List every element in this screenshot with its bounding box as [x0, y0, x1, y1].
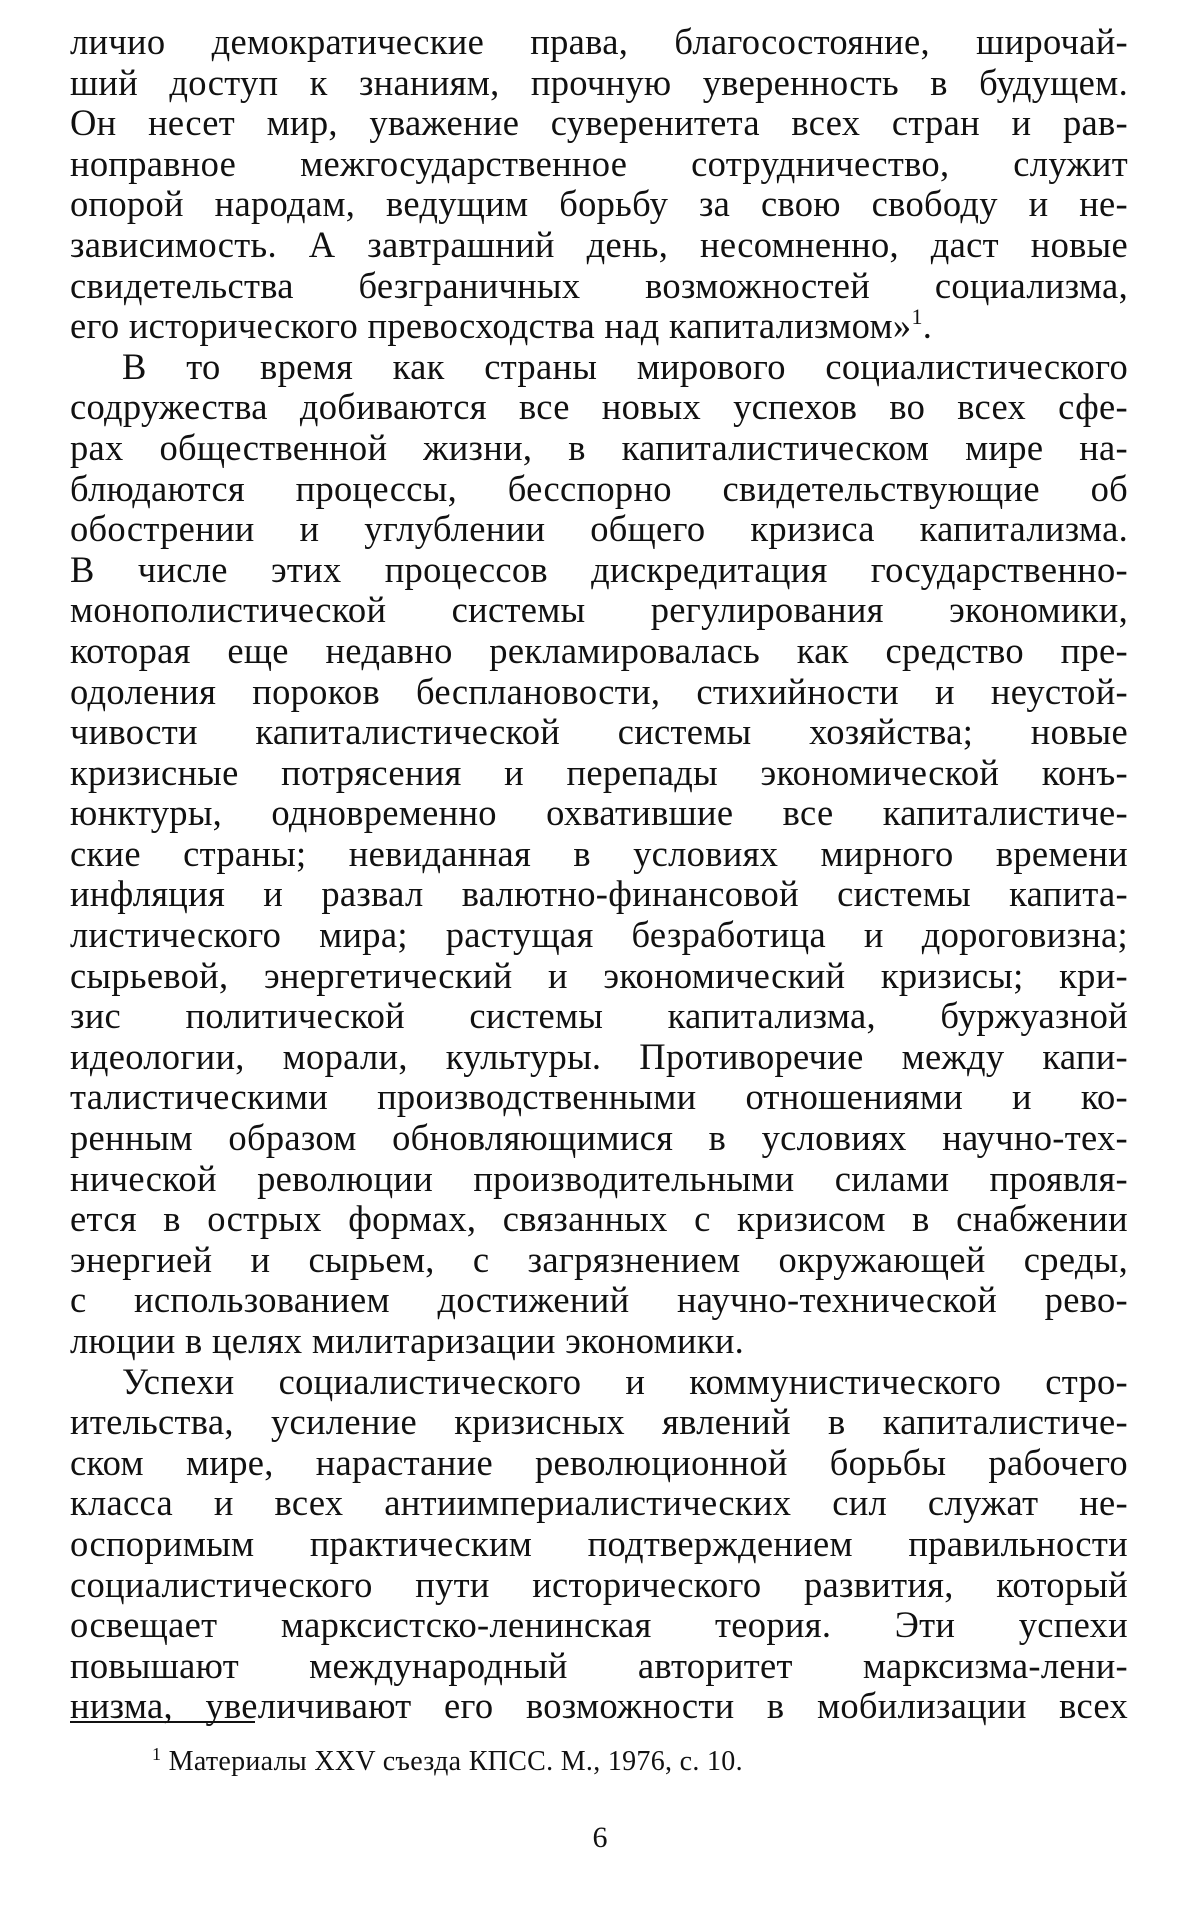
text-line: В числе этих процессов дискредитация государственно-	[70, 548, 1128, 590]
text-line: его исторического превосходства над капитализмом»	[70, 305, 912, 347]
text-line: ноправное межгосударственное сотрудничество, служит	[70, 142, 1128, 184]
text-line: энергией и сырьем, с загрязнением окружающей среды,	[70, 1238, 1128, 1280]
page-body	[70, 22, 1128, 1727]
footnote-reference[interactable]: 1	[911, 304, 923, 330]
text-line: Он несет мир, уважение суверенитета всех стран и рав-	[70, 102, 1128, 144]
footnote-text: Материалы XXV съезда КПСС. М., 1976, с. 10.	[168, 1746, 743, 1777]
text-line: освещает марксистско-ленинская теория. Эти успехи	[70, 1604, 1128, 1646]
text-line: повышают международный авторитет марксизма-лени-	[70, 1644, 1128, 1686]
text-line: оспоримым практическим подтверждением правильности	[70, 1522, 1128, 1564]
text-line: социалистического пути исторического развития, который	[70, 1563, 1128, 1605]
sentence-end: .	[922, 305, 933, 347]
text-line: свидетельства безграничных возможностей социализма,	[70, 264, 1128, 306]
text-line: блюдаются процессы, бесспорно свидетельствующие об	[70, 467, 1128, 509]
footnote-divider	[70, 1721, 255, 1723]
text-line: нической революции производительными силами проявля-	[70, 1157, 1128, 1199]
paragraph-1	[70, 22, 1128, 347]
text-line: ском мире, нарастание революционной борьбы рабочего	[70, 1441, 1128, 1483]
footnote-mark: 1	[152, 1744, 162, 1764]
text-line: ренным образом обновляющимися в условиях научно-тех-	[70, 1117, 1128, 1159]
text-line: класса и всех антиимпериалистических сил служат не-	[70, 1482, 1128, 1524]
text-line: ется в острых формах, связанных с кризисом в снабжении	[70, 1198, 1128, 1240]
text-line: низма, увеличивают его возможности в мобилизации всех	[70, 1685, 1128, 1727]
text-line: одоления пороков бесплановости, стихийности и неустой-	[70, 670, 1128, 712]
footnote	[152, 1745, 743, 1779]
text-line: талистическими производственными отношениями и ко-	[70, 1076, 1128, 1118]
text-line: чивости капиталистической системы хозяйства; новые	[70, 711, 1128, 753]
text-line: Успехи социалистического и коммунистического стро-	[122, 1360, 1128, 1402]
text-line: В то время как страны мирового социалистического	[122, 345, 1128, 387]
text-line: зис политической системы капитализма, буржуазной	[70, 995, 1128, 1037]
paragraph-3	[70, 1362, 1128, 1727]
text-line: юнктуры, одновременно охватившие все капиталистиче-	[70, 792, 1128, 834]
text-line: рах общественной жизни, в капиталистическом мире на-	[70, 426, 1128, 468]
paragraph-2	[70, 347, 1128, 1362]
text-line: листического мира; растущая безработица и дороговизна;	[70, 914, 1128, 956]
text-line: содружества добиваются все новых успехов во всех сфе-	[70, 386, 1128, 428]
page-number: 6	[592, 1821, 608, 1854]
text-line: инфляция и развал валютно-финансовой системы капита-	[70, 873, 1128, 915]
text-line: личио демократические права, благосостояние, широчай-	[70, 21, 1128, 62]
text-line: монополистической системы регулирования экономики,	[70, 589, 1128, 631]
text-line: которая еще недавно рекламировалась как средство пре-	[70, 629, 1128, 671]
text-line: ительства, усиление кризисных явлений в капиталистиче-	[70, 1401, 1128, 1443]
text-line: опорой народам, ведущим борьбу за свою свободу и не-	[70, 183, 1128, 225]
text-line: кризисные потрясения и перепады экономической конъ-	[70, 751, 1128, 793]
text-line: ший доступ к знаниям, прочную уверенность в будущем.	[70, 61, 1128, 103]
text-line: люции в целях милитаризации экономики.	[70, 1320, 745, 1361]
text-line: ские страны; невиданная в условиях мирного времени	[70, 832, 1128, 874]
text-line: зависимость. А завтрашний день, несомненно, даст новые	[70, 223, 1128, 265]
text-line: обострении и углублении общего кризиса капитализма.	[70, 508, 1128, 550]
text-line: идеологии, морали, культуры. Противоречие между капи-	[70, 1035, 1128, 1077]
text-line: сырьевой, энергетический и экономический кризисы; кри-	[70, 954, 1128, 996]
text-line-with-footnote	[70, 306, 1128, 347]
text-line: с использованием достижений научно-технической рево-	[70, 1279, 1128, 1321]
